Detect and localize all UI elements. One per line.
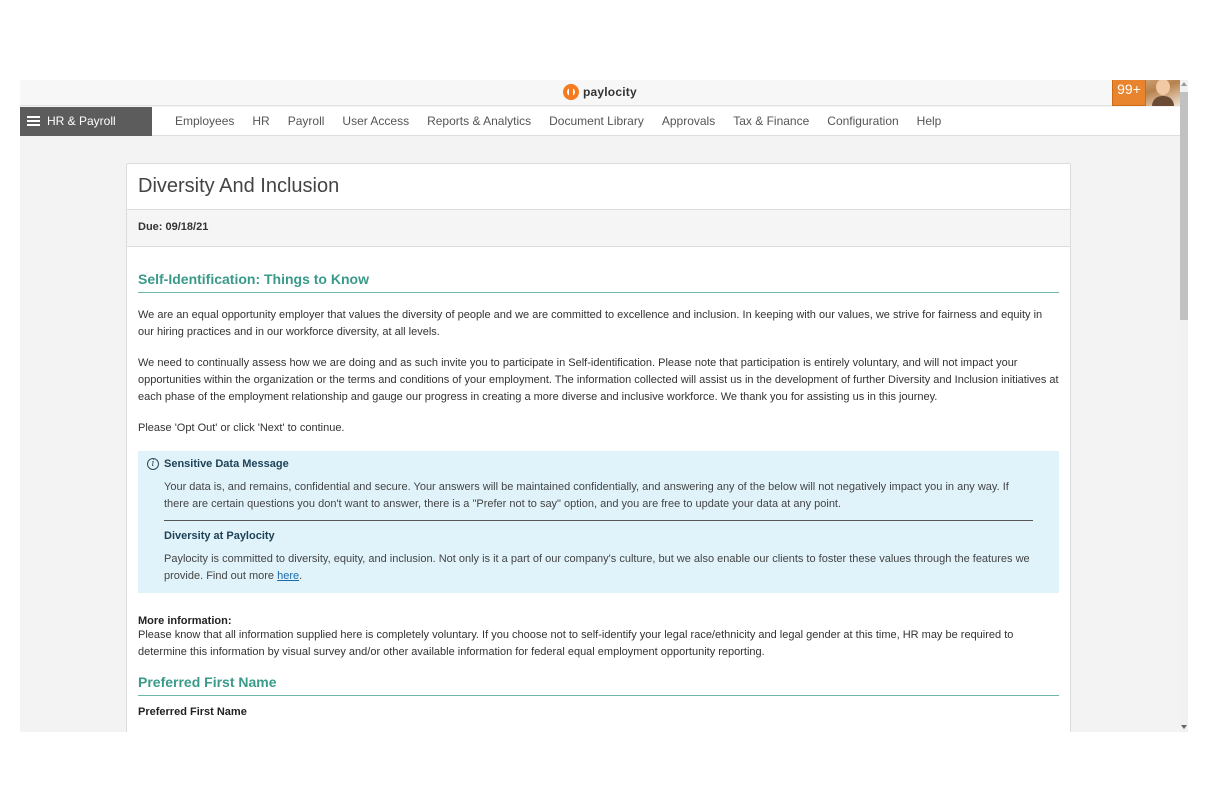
scroll-thumb[interactable]: [1180, 92, 1188, 320]
nav-item-reports-analytics[interactable]: Reports & Analytics: [427, 114, 532, 128]
main-nav: [20, 107, 1180, 136]
nav-item-configuration[interactable]: Configuration: [827, 114, 899, 128]
scroll-up-arrow-icon[interactable]: [1181, 82, 1187, 86]
nav-item-user-access[interactable]: User Access: [342, 114, 410, 128]
nav-item-employees[interactable]: Employees: [175, 114, 235, 128]
divider: [164, 520, 1033, 521]
scrollbar[interactable]: [1180, 80, 1188, 732]
nav-item-payroll[interactable]: Payroll: [287, 114, 325, 128]
logo-text: paylocity: [583, 85, 637, 99]
brand-bar: [20, 80, 1180, 106]
section-heading-preferred-first-name: Preferred First Name: [138, 674, 1059, 696]
hamburger-icon: [27, 116, 40, 126]
preferred-first-name-label: Preferred First Name: [138, 706, 247, 718]
info-text: Your data is, and remains, confidential and secure. Your answers will be maintained confidentially, and answering any of the below will not negatively impact you in any way. If there are certain questions you don't want to answer, there is a "Prefer not to say" option, and you are free to update your data at any point.: [164, 481, 1009, 510]
info-title-row: [147, 458, 1033, 470]
diversity-at-paylocity-title: Diversity at Paylocity: [164, 530, 275, 542]
scroll-down-arrow-icon[interactable]: [1181, 725, 1187, 729]
nav-item-hr[interactable]: HR: [252, 114, 270, 128]
diversity-text: Paylocity is committed to diversity, equity, and inclusion. Not only is it a part of our company's culture, but we also enable our clients to foster these values through the features we provide. Find out more: [164, 553, 1030, 582]
avatar[interactable]: [1146, 80, 1180, 106]
card-header: [127, 164, 1070, 210]
page-title: Diversity And Inclusion: [138, 175, 340, 197]
assessment-paragraph: We need to continually assess how we are doing and as such invite you to participate in Self-identification. Please note that participation is entirely voluntary, and will not impact your opportunities within the organization or the terms and conditions of your employment. The information collected will assist us in the development of further Diversity and Inclusion initiatives at each phase of the employment relationship and gauge our progress in creating a more diverse and inclusive workforce. We thank you for assisting us in this journey.: [138, 357, 1059, 403]
info-title: Sensitive Data Message: [164, 458, 289, 470]
nav-items: [166, 114, 950, 128]
opt-out-instruction: Please 'Opt Out' or click 'Next' to continue.: [138, 422, 345, 434]
app-window: [20, 80, 1188, 732]
card-body: [127, 247, 1070, 718]
hr-payroll-menu-button[interactable]: [20, 107, 152, 136]
nav-item-document-library[interactable]: Document Library: [549, 114, 644, 128]
link-period: .: [299, 570, 303, 582]
nav-item-approvals[interactable]: Approvals: [661, 114, 716, 128]
due-date: Due: 09/18/21: [127, 210, 1070, 247]
menu-label: HR & Payroll: [47, 114, 116, 128]
content-card: [126, 163, 1071, 732]
nav-item-tax-finance[interactable]: Tax & Finance: [733, 114, 810, 128]
diversity-at-paylocity-text: [147, 551, 1033, 585]
more-information-label: More information:: [138, 615, 232, 627]
info-icon: i: [147, 458, 159, 470]
notification-badge[interactable]: 99+: [1112, 80, 1146, 106]
paylocity-logo[interactable]: [563, 84, 637, 100]
more-information-text: Please know that all information supplied here is completely voluntary. If you choose not to self-identify your legal race/ethnicity and legal gender at this time, HR may be required to determine this information by visual survey and/or other available information for federal equal employment opportunity reporting.: [138, 629, 1014, 658]
sensitive-data-message: [138, 451, 1059, 593]
intro-paragraph: We are an equal opportunity employer that values the diversity of people and we are committed to excellence and inclusion. In keeping with our values, we strive for fairness and equity in our hiring practices and in our workforce diversity, at all levels.: [138, 309, 1043, 338]
logo-mark-icon: [563, 84, 579, 100]
section-heading-self-identification: Self-Identification: Things to Know: [138, 271, 1059, 293]
find-out-more-link[interactable]: here: [277, 570, 300, 582]
nav-item-help[interactable]: Help: [916, 114, 942, 128]
